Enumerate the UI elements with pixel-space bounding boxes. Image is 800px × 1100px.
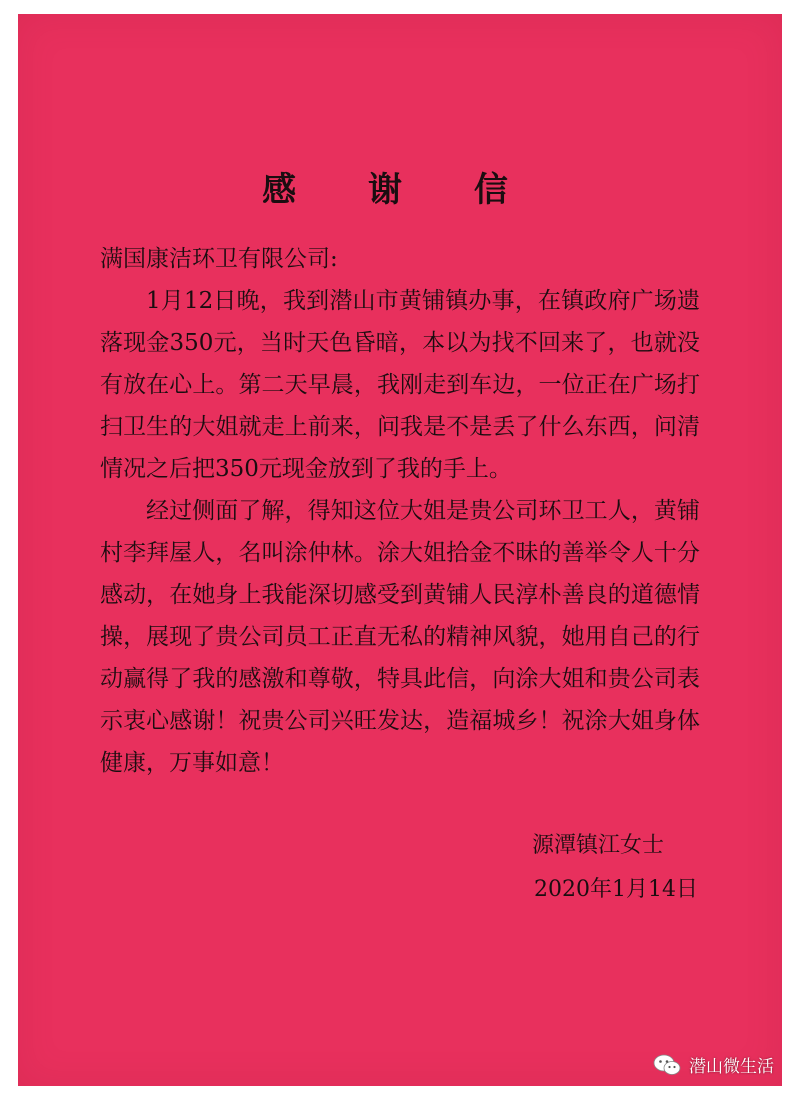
signature-date: 2020年1月14日 [534, 877, 698, 902]
watermark-text: 潜山微生活 [689, 1057, 774, 1077]
letter-salutation: 满国康洁环卫有限公司: [100, 246, 338, 272]
signature-name: 源潭镇江女士 [531, 833, 664, 858]
letter-body [100, 238, 700, 784]
letter-signature [18, 824, 698, 912]
letter-title: 感 谢 信 [262, 170, 538, 210]
letter-paragraph-2: 经过侧面了解，得知这位大姐是贵公司环卫工人，黄铺村李拜屋人，名叫涂仲林。涂大姐拾金不昧的善举令人十分感动，在她身上我能深切感受到黄铺人民淳朴善良的道德情操，展现了贵公司员工正直无私的精神风貌，她用自己的行动赢得了我的感激和尊敬，特具此信，向涂大姐和贵公司表示衷心感谢！祝贵公司兴旺发达，造福城乡！祝涂大姐身体健康，万事如意！ [100, 498, 700, 776]
watermark [653, 1052, 774, 1077]
wechat-icon [653, 1054, 681, 1076]
thank-you-letter [18, 14, 782, 1086]
letter-paragraph-1: 1月12日晚，我到潜山市黄铺镇办事，在镇政府广场遗落现金350元，当时天色昏暗，本以为找不回来了，也就没有放在心上。第二天早晨，我刚走到车边，一位正在广场打扫卫生的大姐就走上前来，问我是不是丢了什么东西，问清情况之后把350元现金放到了我的手上。 [100, 288, 700, 482]
